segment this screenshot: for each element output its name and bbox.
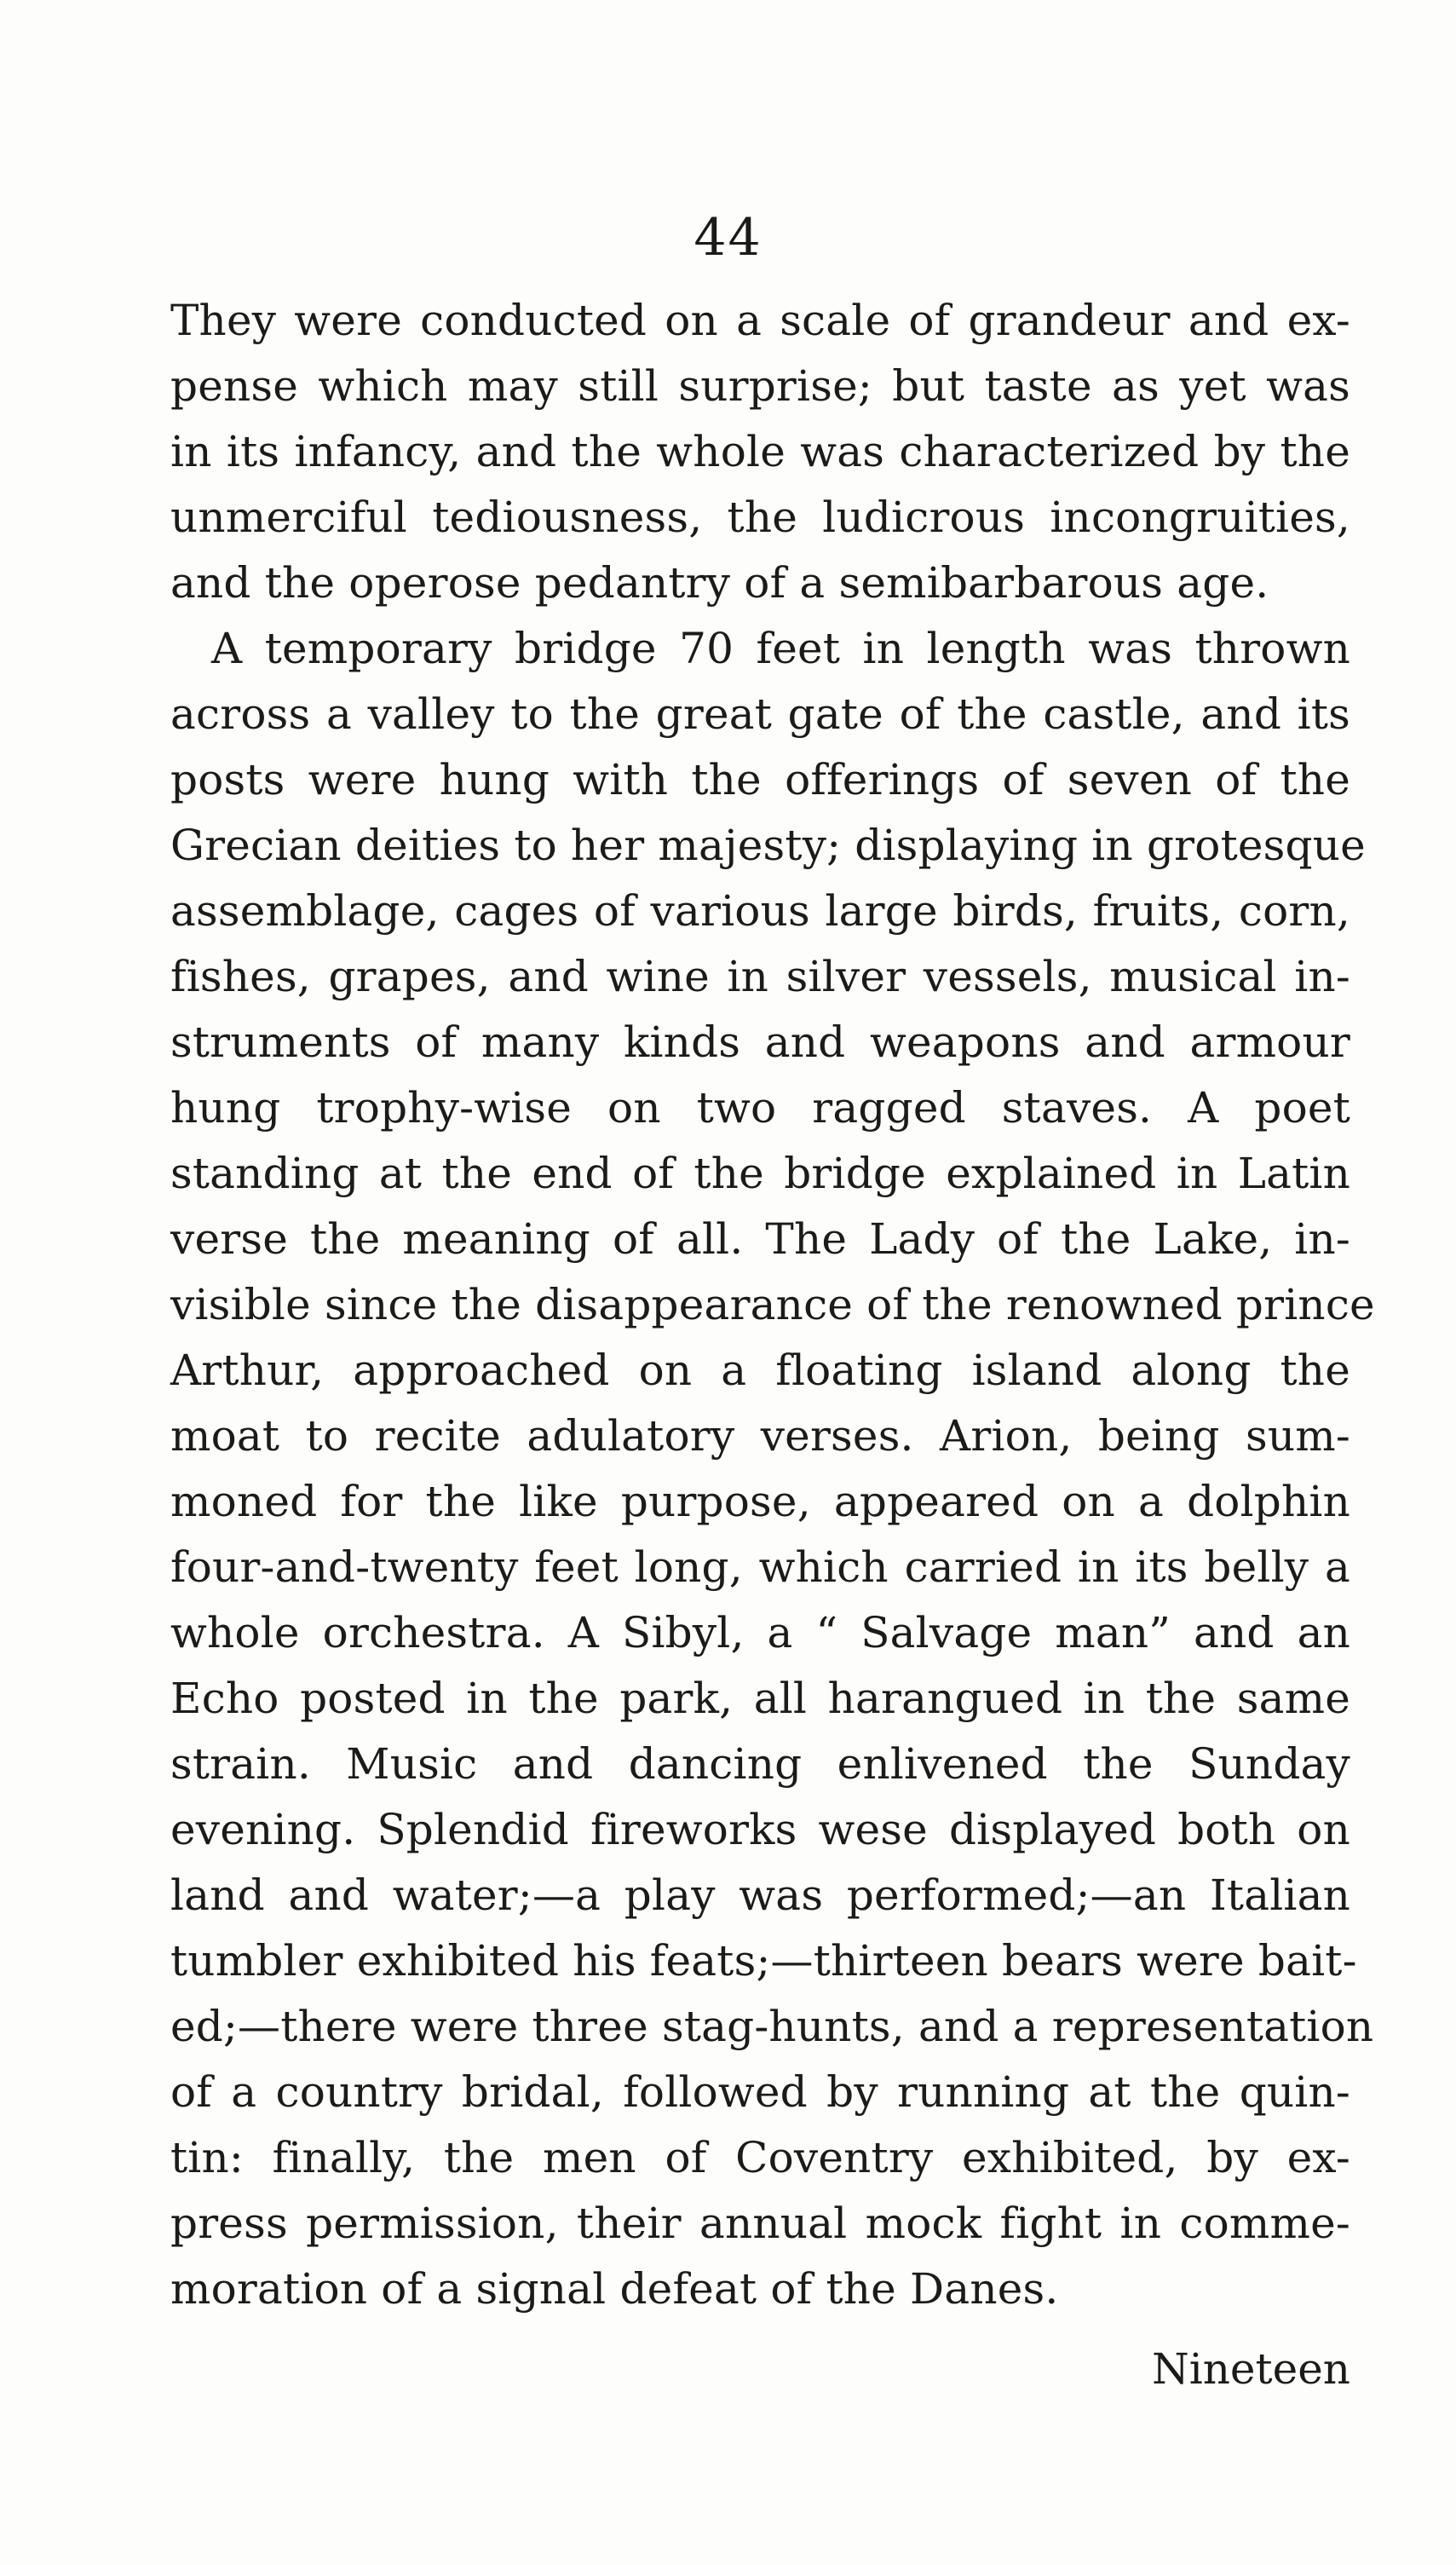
text-line: moned for the like purpose, appeared on a dolphin xyxy=(170,1477,1350,1526)
text-line: assemblage, cages of various large birds, fruits, corn, xyxy=(170,886,1350,936)
text-line: four-and-twenty feet long, which carried in its belly a xyxy=(170,1542,1350,1592)
text-line: pense which may still surprise; but taste as yet was xyxy=(170,361,1350,411)
text-line: across a valley to the great gate of the castle, and its xyxy=(170,689,1350,739)
text-line: fishes, grapes, and wine in silver vessels, musical in- xyxy=(170,952,1350,1001)
text-line: whole orchestra. A Sibyl, a “ Salvage man” and an xyxy=(170,1608,1350,1657)
text-line: of a country bridal, followed by running at the quin- xyxy=(170,2067,1350,2117)
text-line: Grecian deities to her majesty; displaying in grotesque xyxy=(170,821,1366,870)
text-line: ed;—there were three stag-hunts, and a representation xyxy=(170,2002,1374,2051)
catchword: Nineteen xyxy=(1151,2344,1350,2394)
text-line: standing at the end of the bridge explained in Latin xyxy=(170,1149,1350,1198)
text-line: A temporary bridge 70 feet in length was thrown xyxy=(211,624,1350,673)
text-line: in its infancy, and the whole was characterized by the xyxy=(170,427,1350,476)
text-line: and the operose pedantry of a semibarbarous age. xyxy=(170,558,1269,608)
text-line: strain. Music and dancing enlivened the Sunday xyxy=(170,1739,1350,1789)
text-line: Arthur, approached on a floating island along the xyxy=(170,1346,1350,1395)
text-line: Echo posted in the park, all harangued in the same xyxy=(170,1674,1350,1723)
text-line: evening. Splendid fireworks wese displayed both on xyxy=(170,1805,1350,1854)
text-line: verse the meaning of all. The Lady of the Lake, in- xyxy=(170,1214,1350,1264)
page-number: 44 xyxy=(693,208,763,268)
text-line: tin: finally, the men of Coventry exhibited, by ex- xyxy=(170,2133,1350,2182)
text-line: moat to recite adulatory verses. Arion, being sum- xyxy=(170,1411,1350,1461)
text-line: They were conducted on a scale of grandeur and ex- xyxy=(170,296,1350,345)
text-line: struments of many kinds and weapons and armour xyxy=(170,1017,1350,1067)
text-line: posts were hung with the offerings of seven of the xyxy=(170,755,1350,804)
text-line: hung trophy-wise on two ragged staves. A poet xyxy=(170,1083,1350,1133)
text-line: land and water;—a play was performed;—an Italian xyxy=(170,1870,1350,1920)
text-line: press permission, their annual mock fight in comme- xyxy=(170,2199,1350,2248)
body-text xyxy=(170,288,1375,2322)
text-line: tumbler exhibited his feats;—thirteen bears were bait- xyxy=(170,1936,1357,1986)
text-line: unmerciful tediousness, the ludicrous incongruities, xyxy=(170,493,1350,542)
text-line: visible since the disappearance of the renowned prince xyxy=(170,1280,1375,1329)
text-line: moration of a signal defeat of the Danes. xyxy=(170,2264,1059,2314)
